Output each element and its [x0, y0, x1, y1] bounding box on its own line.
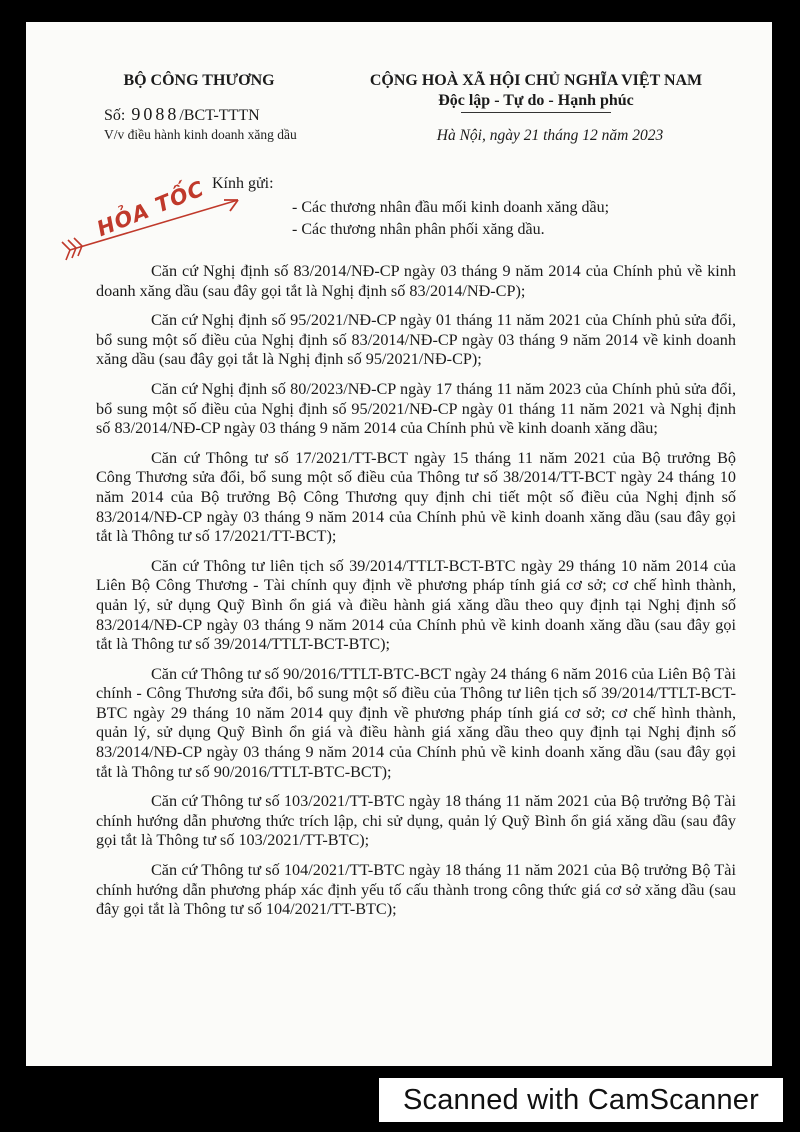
- body-paragraph: Căn cứ Nghị định số 80/2023/NĐ-CP ngày 17 tháng 11 năm 2023 của Chính phủ sửa đổi, bổ sung một số điều của Nghị định số 95/2021/NĐ-CP ngày 01 tháng 11 năm 2021 và Nghị định số 83/2014/NĐ-CP ngày 03 tháng 9 năm 2014 của Chính phủ về kinh doanh xăng dầu;: [96, 379, 736, 438]
- scanner-watermark: Scanned with CamScanner: [379, 1078, 783, 1122]
- recipients-list: [292, 197, 752, 241]
- document-number: [104, 104, 354, 125]
- recipient-item: - Các thương nhân phân phối xăng dầu.: [292, 221, 545, 238]
- recipient-item: - Các thương nhân đầu mối kinh doanh xăng dầu;: [292, 199, 610, 216]
- document-page: [26, 22, 772, 1066]
- motto-underline: [461, 112, 611, 113]
- body-paragraph: Căn cứ Thông tư số 104/2021/TT-BTC ngày 18 tháng 11 năm 2021 của Bộ trưởng Bộ Tài chính hướng dẫn phương pháp xác định yếu tố cấu thành trong công thức giá cơ sở xăng dầu (sau đây gọi tắt là Thông tư số 104/2021/TT-BTC);: [96, 861, 736, 919]
- doc-no-suffix: /BCT-TTTN: [179, 107, 260, 124]
- urgent-stamp-text: HỎA TỐC: [93, 176, 208, 242]
- body-paragraph: Căn cứ Thông tư số 103/2021/TT-BTC ngày 18 tháng 11 năm 2021 của Bộ trưởng Bộ Tài chính hướng dẫn phương thức trích lập, chi sử dụng, quản lý Quỹ Bình ổn giá xăng dầu (sau đây gọi tắt là Thông tư số 103/2021/TT-BTC);: [96, 792, 736, 850]
- body-paragraph: Căn cứ Thông tư số 90/2016/TTLT-BTC-BCT ngày 24 tháng 6 năm 2016 của Liên Bộ Tài chính - Công Thương sửa đổi, bổ sung một số điều của Thông tư liên tịch số 39/2014/TTLT-BCT-BTC ngày 29 tháng 10 năm 2014 quy định về phương pháp tính giá cơ sở; cơ chế hình thành, quản lý, sử dụng Quỹ Bình ổn giá và điều hành giá xăng dầu theo quy định tại Nghị định số 83/2014/NĐ-CP ngày 03 tháng 9 năm 2014 của Chính phủ về kinh doanh xăng dầu (sau đây gọi tắt là Thông tư số 90/2016/TTLT-BTC-BCT);: [96, 664, 736, 781]
- body-paragraph: Căn cứ Thông tư liên tịch số 39/2014/TTLT-BCT-BTC ngày 29 tháng 10 năm 2014 của Liên Bộ Công Thương - Tài chính quy định về phương pháp tính giá cơ sở; cơ chế hình thành, quản lý, sử dụng Quỹ Bình ổn giá và điều hành giá xăng dầu theo quy định tại Nghị định số 83/2014/NĐ-CP ngày 03 tháng 9 năm 2014 của Chính phủ về kinh doanh xăng dầu (sau đây gọi tắt là Thông tư số 39/2014/TTLT-BCT-BTC);: [96, 556, 736, 654]
- motto: Độc lập - Tự do - Hạnh phúc: [438, 92, 634, 109]
- header-left: [104, 72, 354, 143]
- organization-name: BỘ CÔNG THƯƠNG: [123, 72, 275, 89]
- body-paragraph: Căn cứ Nghị định số 83/2014/NĐ-CP ngày 03 tháng 9 năm 2014 của Chính phủ về kinh doanh xăng dầu (sau đây gọi tắt là Nghị định số 83/2014/NĐ-CP);: [96, 262, 736, 300]
- recipients-label: Kính gửi:: [212, 175, 274, 192]
- document-body: [96, 262, 736, 930]
- nation-title: CỘNG HOÀ XÃ HỘI CHỦ NGHĨA VIỆT NAM: [369, 72, 703, 89]
- document-date: Hà Nội, ngày 21 tháng 12 năm 2023: [436, 127, 664, 144]
- doc-no-label: Số:: [104, 107, 126, 124]
- body-paragraph: Căn cứ Thông tư số 17/2021/TT-BCT ngày 15 tháng 11 năm 2021 của Bộ trưởng Bộ Công Thương sửa đổi, bổ sung một số điều của Thông tư số 38/2014/TT-BCT ngày 24 tháng 10 năm 2014 của Bộ trưởng Bộ Công Thương quy định chi tiết một số điều của Nghị định số 83/2014/NĐ-CP ngày 03 tháng 9 năm 2014 của Chính phủ về kinh doanh xăng dầu (sau đây gọi tắt là Thông tư số 17/2021/TT-BCT);: [96, 448, 736, 546]
- doc-no-value: 9088: [131, 104, 180, 124]
- document-subject: V/v điều hành kinh doanh xăng dầu: [104, 127, 297, 142]
- header-right: [356, 72, 716, 145]
- body-paragraph: Căn cứ Nghị định số 95/2021/NĐ-CP ngày 01 tháng 11 năm 2021 của Chính phủ sửa đổi, bổ sung một số điều của Nghị định số 83/2014/NĐ-CP ngày 03 tháng 9 năm 2014 về kinh doanh xăng dầu (sau đây gọi tắt là Nghị định số 95/2021/NĐ-CP);: [96, 311, 736, 369]
- recipients-block: [212, 175, 752, 241]
